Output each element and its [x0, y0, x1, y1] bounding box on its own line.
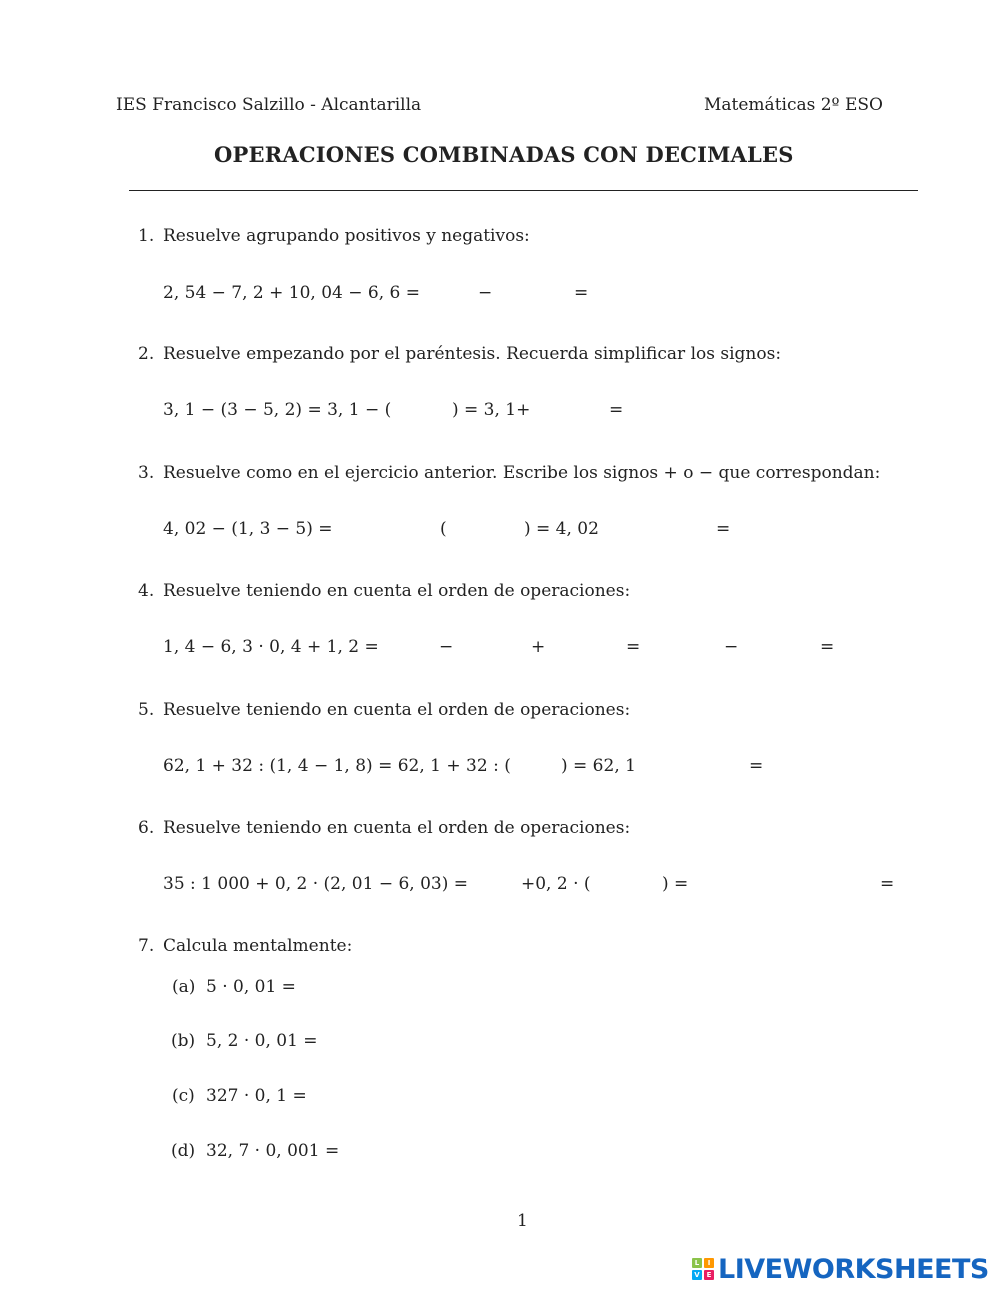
- exercise-4-minus-1: −: [439, 637, 454, 657]
- exercise-3-close: ) = 4, 02: [524, 519, 599, 539]
- exercise-1-number: 1.: [138, 226, 155, 246]
- exercise-7a-expr: 5 · 0, 01 =: [206, 977, 296, 997]
- exercise-2-number: 2.: [138, 344, 155, 364]
- exercise-6-expr: 35 : 1 000 + 0, 2 · (2, 01 − 6, 03) =: [163, 874, 469, 894]
- school-name: IES Francisco Salzillo - Alcantarilla: [116, 95, 422, 115]
- exercise-6-number: 6.: [138, 818, 155, 838]
- subject-name: Matemáticas 2º ESO: [704, 95, 883, 115]
- exercise-4-statement: Resuelve teniendo en cuenta el orden de operaciones:: [163, 581, 631, 601]
- exercise-4-expr: 1, 4 − 6, 3 · 0, 4 + 1, 2 =: [163, 637, 379, 657]
- logo-blocks-icon: [692, 1258, 714, 1280]
- exercise-2-statement: Resuelve empezando por el paréntesis. Recuerda simplificar los signos:: [163, 344, 782, 364]
- exercise-4-equals-2: =: [820, 637, 835, 657]
- exercise-3-open: (: [440, 519, 447, 539]
- exercise-2-expr: 3, 1 − (3 − 5, 2) = 3, 1 − (: [163, 400, 392, 420]
- exercise-5-equals: =: [749, 756, 764, 776]
- logo-block-l: L: [692, 1258, 702, 1268]
- exercise-7a-label: (a): [172, 977, 196, 997]
- exercise-5-statement: Resuelve teniendo en cuenta el orden de operaciones:: [163, 700, 631, 720]
- exercise-7c-label: (c): [172, 1086, 195, 1106]
- exercise-3-number: 3.: [138, 463, 155, 483]
- logo-block-i: I: [704, 1258, 714, 1268]
- exercise-6-equals: =: [880, 874, 895, 894]
- exercise-4-plus: +: [531, 637, 546, 657]
- exercise-1-equals: =: [574, 283, 589, 303]
- exercise-2-close: ) = 3, 1+: [452, 400, 531, 420]
- exercise-1-expr: 2, 54 − 7, 2 + 10, 04 − 6, 6 =: [163, 283, 421, 303]
- exercise-7-statement: Calcula mentalmente:: [163, 936, 353, 956]
- exercise-4-minus-2: −: [724, 637, 739, 657]
- exercise-7d-label: (d): [171, 1141, 196, 1161]
- title-divider: [129, 190, 918, 191]
- exercise-2-equals: =: [609, 400, 624, 420]
- exercise-1-minus: −: [478, 283, 493, 303]
- exercise-3-statement: Resuelve como en el ejercicio anterior. Escribe los signos + o − que correspondan:: [163, 463, 881, 483]
- page-title: OPERACIONES COMBINADAS CON DECIMALES: [214, 142, 794, 167]
- exercise-7d-expr: 32, 7 · 0, 001 =: [206, 1141, 340, 1161]
- exercise-4-equals-1: =: [626, 637, 641, 657]
- exercise-6-statement: Resuelve teniendo en cuenta el orden de operaciones:: [163, 818, 631, 838]
- exercise-5-number: 5.: [138, 700, 155, 720]
- exercise-4-number: 4.: [138, 581, 155, 601]
- logo-text: LIVEWORKSHEETS: [718, 1253, 989, 1285]
- liveworksheets-logo[interactable]: [692, 1255, 989, 1283]
- exercise-7c-expr: 327 · 0, 1 =: [206, 1086, 307, 1106]
- exercise-7b-expr: 5, 2 · 0, 01 =: [206, 1031, 318, 1051]
- exercise-7-number: 7.: [138, 936, 155, 956]
- exercise-6-product: +0, 2 · (: [521, 874, 591, 894]
- exercise-7b-label: (b): [171, 1031, 196, 1051]
- exercise-3-equals: =: [716, 519, 731, 539]
- exercise-5-expr: 62, 1 + 32 : (1, 4 − 1, 8) = 62, 1 + 32 : (: [163, 756, 511, 776]
- page-number: 1: [517, 1211, 528, 1231]
- exercise-6-close: ) =: [662, 874, 689, 894]
- logo-block-e: E: [704, 1270, 714, 1280]
- logo-block-v: V: [692, 1270, 702, 1280]
- exercise-3-expr: 4, 02 − (1, 3 − 5) =: [163, 519, 333, 539]
- exercise-1-statement: Resuelve agrupando positivos y negativos:: [163, 226, 530, 246]
- exercise-5-close: ) = 62, 1: [561, 756, 636, 776]
